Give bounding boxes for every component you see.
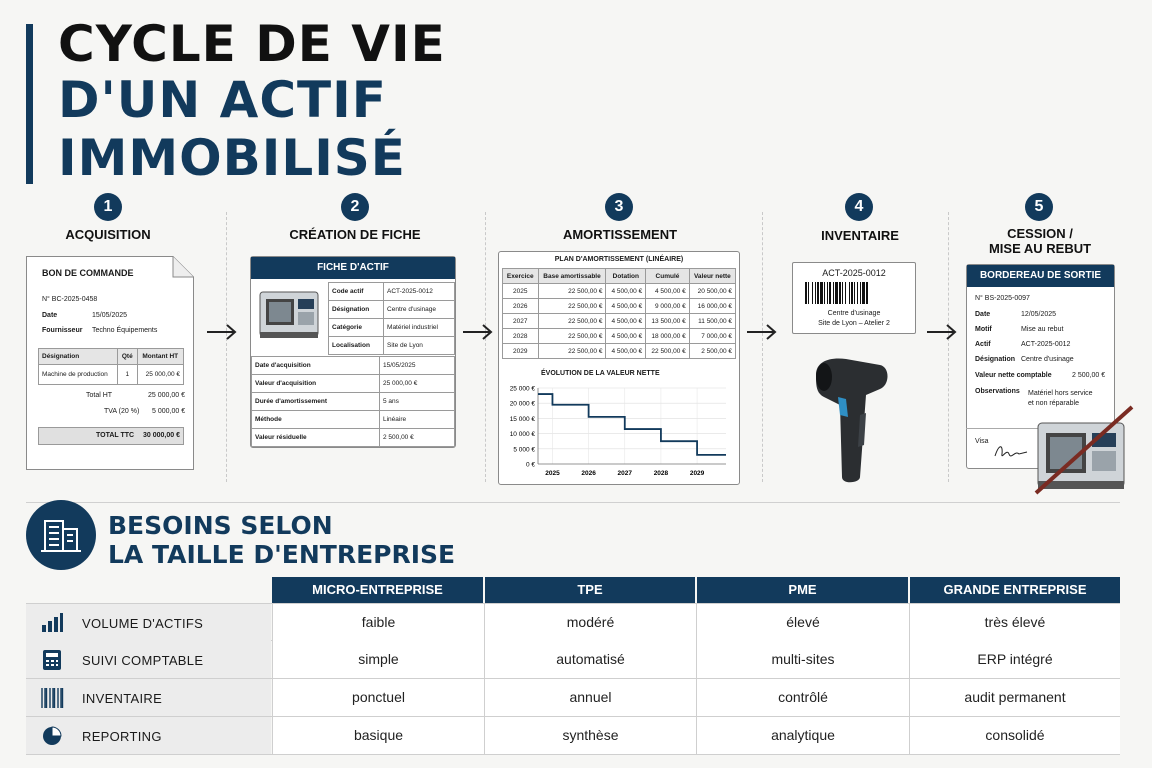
po-cell: 25 000,00 €	[137, 365, 184, 385]
plan-cell: 2026	[503, 299, 539, 314]
step-3-number: 3	[605, 193, 633, 221]
plan-cell: 11 500,00 €	[689, 314, 735, 329]
asset-key: Valeur résiduelle	[252, 429, 380, 447]
barcode-bar	[839, 282, 841, 304]
disposal-value: ACT-2025-0012	[1021, 341, 1071, 348]
chart-x-tick-label: 2025	[545, 470, 560, 477]
plan-cell: 13 500,00 €	[646, 314, 690, 329]
chart-x-tick-label: 2027	[617, 470, 633, 477]
building-badge	[26, 500, 96, 570]
plan-cell: 4 500,00 €	[646, 284, 690, 299]
asset-top-table	[328, 282, 455, 355]
bar-chart-icon	[40, 613, 64, 633]
barcode-bar	[862, 282, 865, 304]
table-row	[503, 314, 736, 329]
barcode-bar	[845, 282, 846, 304]
po-number: N° BC-2025-0458	[42, 296, 98, 303]
plan-cell: 16 000,00 €	[689, 299, 735, 314]
barcode-bar	[812, 282, 813, 304]
arrow-right-icon	[746, 322, 778, 342]
table-cell: analytique	[696, 717, 909, 754]
net-value-chart	[500, 380, 738, 480]
disposal-value: 12/05/2025	[1021, 311, 1057, 318]
plan-cell: 18 000,00 €	[646, 329, 690, 344]
disposal-obs-line-2: et non réparable	[1028, 400, 1079, 407]
column-header-micro: MICRO-ENTREPRISE	[272, 577, 483, 603]
section-title-line-2: LA TAILLE D'ENTREPRISE	[108, 540, 456, 569]
disposal-number: N° BS-2025-0097	[975, 295, 1030, 302]
po-lines-table	[38, 348, 184, 385]
po-date-label: Date	[42, 312, 58, 319]
plan-cell: 2 500,00 €	[689, 344, 735, 359]
plan-cell: 2029	[503, 344, 539, 359]
asset-key: Date d'acquisition	[252, 357, 380, 375]
building-icon	[39, 513, 83, 557]
row-label	[26, 717, 271, 754]
po-total-ht-label: Total HT	[86, 392, 113, 399]
barcode-icon	[40, 688, 64, 708]
row-label	[26, 679, 271, 716]
plan-cell: 2028	[503, 329, 539, 344]
section-divider	[26, 502, 1120, 503]
asset-value: 5 ans	[380, 393, 455, 411]
asset-bottom-table	[251, 356, 455, 447]
discarded-machine-image	[1032, 405, 1136, 497]
arrow-right-icon	[926, 322, 958, 342]
table-cell: élevé	[696, 604, 909, 641]
barcode-bar	[808, 282, 809, 304]
separator	[762, 212, 763, 482]
separator	[948, 212, 949, 482]
asset-key: Localisation	[329, 337, 384, 355]
chart-x-tick-label: 2029	[689, 470, 705, 477]
disposal-value: 2 500,00 €	[1072, 372, 1106, 379]
plan-cell: 22 500,00 €	[646, 344, 690, 359]
plan-col-header: Cumulé	[646, 269, 690, 284]
step-1-title: ACQUISITION	[65, 227, 151, 242]
table-cell: simple	[272, 641, 484, 678]
barcode-bar	[820, 282, 823, 304]
barcode-bar	[833, 282, 834, 304]
column-header-grande: GRANDE ENTREPRISE	[910, 577, 1120, 603]
table-row	[26, 717, 1120, 755]
po-supplier-value: Techno Équipements	[92, 327, 158, 334]
section-title-line-1: BESOINS SELON	[108, 511, 333, 540]
asset-label-line-2: Site de Lyon – Atelier 2	[818, 320, 890, 327]
column-header-tpe: TPE	[485, 577, 695, 603]
plan-cell: 20 500,00 €	[689, 284, 735, 299]
po-total-ttc: 30 000,00 €	[143, 432, 180, 439]
column-header-pme: PME	[697, 577, 908, 603]
table-cell: consolidé	[909, 717, 1120, 754]
row-label-text: INVENTAIRE	[82, 691, 163, 706]
title-accent-bar	[26, 24, 33, 184]
chart-y-tick-label: 25 000 €	[509, 385, 535, 393]
barcode-bar	[866, 282, 868, 304]
page-title-line-1: CYCLE DE VIE	[58, 15, 446, 73]
asset-label-code: ACT-2025-0012	[822, 268, 886, 278]
asset-value: Matériel industriel	[384, 319, 455, 337]
asset-key: Méthode	[252, 411, 380, 429]
step-2-title: CRÉATION DE FICHE	[289, 227, 421, 242]
disposal-key: Désignation	[975, 356, 1016, 363]
plan-cell: 22 500,00 €	[538, 299, 606, 314]
po-total-ttc-label: TOTAL TTC	[96, 432, 135, 439]
asset-key: Désignation	[329, 301, 384, 319]
disposal-key: Motif	[975, 326, 992, 333]
table-row	[503, 329, 736, 344]
barcode-bar	[815, 282, 816, 304]
plan-col-header: Dotation	[606, 269, 646, 284]
table-row	[26, 679, 1120, 717]
plan-cell: 2025	[503, 284, 539, 299]
disposal-slip-title: BORDEREAU DE SORTIE	[967, 265, 1114, 287]
row-label-text: SUIVI COMPTABLE	[82, 653, 204, 668]
asset-value: 2 500,00 €	[380, 429, 455, 447]
po-tva-label: TVA (20 %)	[104, 408, 140, 415]
chart-title: ÉVOLUTION DE LA VALEUR NETTE	[541, 370, 660, 377]
table-row	[26, 603, 1120, 641]
plan-cell: 4 500,00 €	[606, 314, 646, 329]
barcode-bar	[849, 282, 850, 304]
table-cell: ERP intégré	[909, 641, 1120, 678]
plan-cell: 4 500,00 €	[606, 284, 646, 299]
disposal-obs-line-1: Matériel hors service	[1028, 390, 1093, 397]
calculator-icon	[40, 650, 64, 670]
barcode-bar	[805, 282, 807, 304]
table-cell: audit permanent	[909, 679, 1120, 716]
barcode-bar	[824, 282, 825, 304]
table-cell: basique	[272, 717, 484, 754]
plan-col-header: Exercice	[503, 269, 539, 284]
table-cell: automatisé	[484, 641, 696, 678]
asset-key: Code actif	[329, 283, 384, 301]
asset-value: 15/05/2025	[380, 357, 455, 375]
chart-y-tick-label: 15 000 €	[509, 415, 535, 423]
po-total-ht: 25 000,00 €	[148, 392, 185, 399]
asset-key: Catégorie	[329, 319, 384, 337]
table-row	[503, 344, 736, 359]
separator	[226, 212, 227, 482]
asset-value: Linéaire	[380, 411, 455, 429]
step-5-title-2: MISE AU REBUT	[988, 241, 1092, 256]
asset-value: Centre d'usinage	[384, 301, 455, 319]
table-cell: synthèse	[484, 717, 696, 754]
plan-cell: 9 000,00 €	[646, 299, 690, 314]
disposal-key: Actif	[975, 341, 991, 348]
barcode-icon	[805, 282, 903, 304]
step-2-number: 2	[341, 193, 369, 221]
depreciation-table	[502, 268, 736, 359]
table-cell: multi-sites	[696, 641, 909, 678]
barcode-bar	[829, 282, 831, 304]
table-row	[26, 641, 1120, 679]
barcode-bar	[842, 282, 843, 304]
plan-title: PLAN D'AMORTISSEMENT (LINÉAIRE)	[554, 256, 684, 263]
asset-key: Durée d'amortissement	[252, 393, 380, 411]
po-supplier-label: Fournisseur	[42, 327, 83, 334]
po-cell: 1	[118, 365, 137, 385]
pie-chart-icon	[40, 726, 64, 746]
table-cell: annuel	[484, 679, 696, 716]
barcode-scanner-icon	[810, 355, 892, 487]
disposal-key: Valeur nette comptable	[975, 372, 1052, 379]
asset-value: Site de Lyon	[384, 337, 455, 355]
po-col-header: Désignation	[39, 349, 118, 365]
disposal-value: Mise au rebut	[1021, 326, 1064, 333]
row-label	[26, 604, 271, 641]
machine-image	[256, 286, 322, 344]
chart-y-tick-label: 20 000 €	[509, 400, 535, 408]
table-cell: faible	[272, 604, 484, 641]
plan-cell: 22 500,00 €	[538, 284, 606, 299]
barcode-bar	[827, 282, 828, 304]
row-label-text: VOLUME D'ACTIFS	[82, 616, 204, 631]
visa-label: Visa	[975, 438, 989, 445]
asset-value: 25 000,00 €	[380, 375, 455, 393]
chart-x-tick-label: 2028	[653, 470, 669, 477]
plan-col-header: Base amortissable	[538, 269, 606, 284]
plan-cell: 22 500,00 €	[538, 314, 606, 329]
barcode-bar	[857, 282, 858, 304]
plan-cell: 4 500,00 €	[606, 299, 646, 314]
step-4-title: INVENTAIRE	[821, 228, 899, 243]
plan-cell: 2027	[503, 314, 539, 329]
asset-value: ACT-2025-0012	[384, 283, 455, 301]
barcode-bar	[817, 282, 819, 304]
chart-x-tick-label: 2026	[581, 470, 596, 477]
page-title-line-2: D'UN ACTIF	[58, 71, 387, 129]
barcode-bar	[851, 282, 853, 304]
chart-y-tick-label: 0 €	[525, 461, 535, 469]
asset-label-line-1: Centre d'usinage	[827, 310, 881, 317]
po-tva: 5 000,00 €	[152, 408, 186, 415]
table-row	[503, 284, 736, 299]
plan-cell: 22 500,00 €	[538, 329, 606, 344]
table-cell: modéré	[484, 604, 696, 641]
step-3-title: AMORTISSEMENT	[562, 227, 678, 242]
page-title-line-3: IMMOBILISÉ	[58, 129, 406, 187]
asset-key: Valeur d'acquisition	[252, 375, 380, 393]
barcode-bar	[860, 282, 861, 304]
table-cell: ponctuel	[272, 679, 484, 716]
step-4-number: 4	[845, 193, 873, 221]
disposal-obs-label: Observations	[975, 388, 1020, 395]
separator	[485, 212, 486, 482]
po-date-value: 15/05/2025	[92, 312, 128, 319]
signature-divider	[966, 428, 1038, 429]
disposal-key: Date	[975, 311, 991, 318]
table-cell: contrôlé	[696, 679, 909, 716]
signature-icon	[993, 440, 1029, 462]
step-5-number: 5	[1025, 193, 1053, 221]
step-5-title-1: CESSION /	[1007, 226, 1073, 241]
barcode-bar	[835, 282, 838, 304]
row-label-text: REPORTING	[82, 729, 162, 744]
disposal-value: Centre d'usinage	[1021, 356, 1074, 363]
arrow-right-icon	[462, 322, 494, 342]
chart-y-tick-label: 10 000 €	[509, 431, 535, 439]
po-cell: Machine de production	[39, 365, 118, 385]
step-1-number: 1	[94, 193, 122, 221]
plan-cell: 4 500,00 €	[606, 344, 646, 359]
table-row	[503, 299, 736, 314]
asset-record-title: FICHE D'ACTIF	[251, 257, 455, 279]
po-col-header: Montant HT	[137, 349, 184, 365]
arrow-right-icon	[206, 322, 238, 342]
table-cell: très élevé	[909, 604, 1120, 641]
plan-cell: 7 000,00 €	[689, 329, 735, 344]
plan-cell: 4 500,00 €	[606, 329, 646, 344]
row-label	[26, 641, 271, 678]
barcode-bar	[854, 282, 855, 304]
po-title: BON DE COMMANDE	[42, 268, 134, 278]
chart-y-tick-label: 5 000 €	[513, 446, 535, 454]
plan-col-header: Valeur nette	[689, 269, 735, 284]
plan-cell: 22 500,00 €	[538, 344, 606, 359]
po-col-header: Qté	[118, 349, 137, 365]
